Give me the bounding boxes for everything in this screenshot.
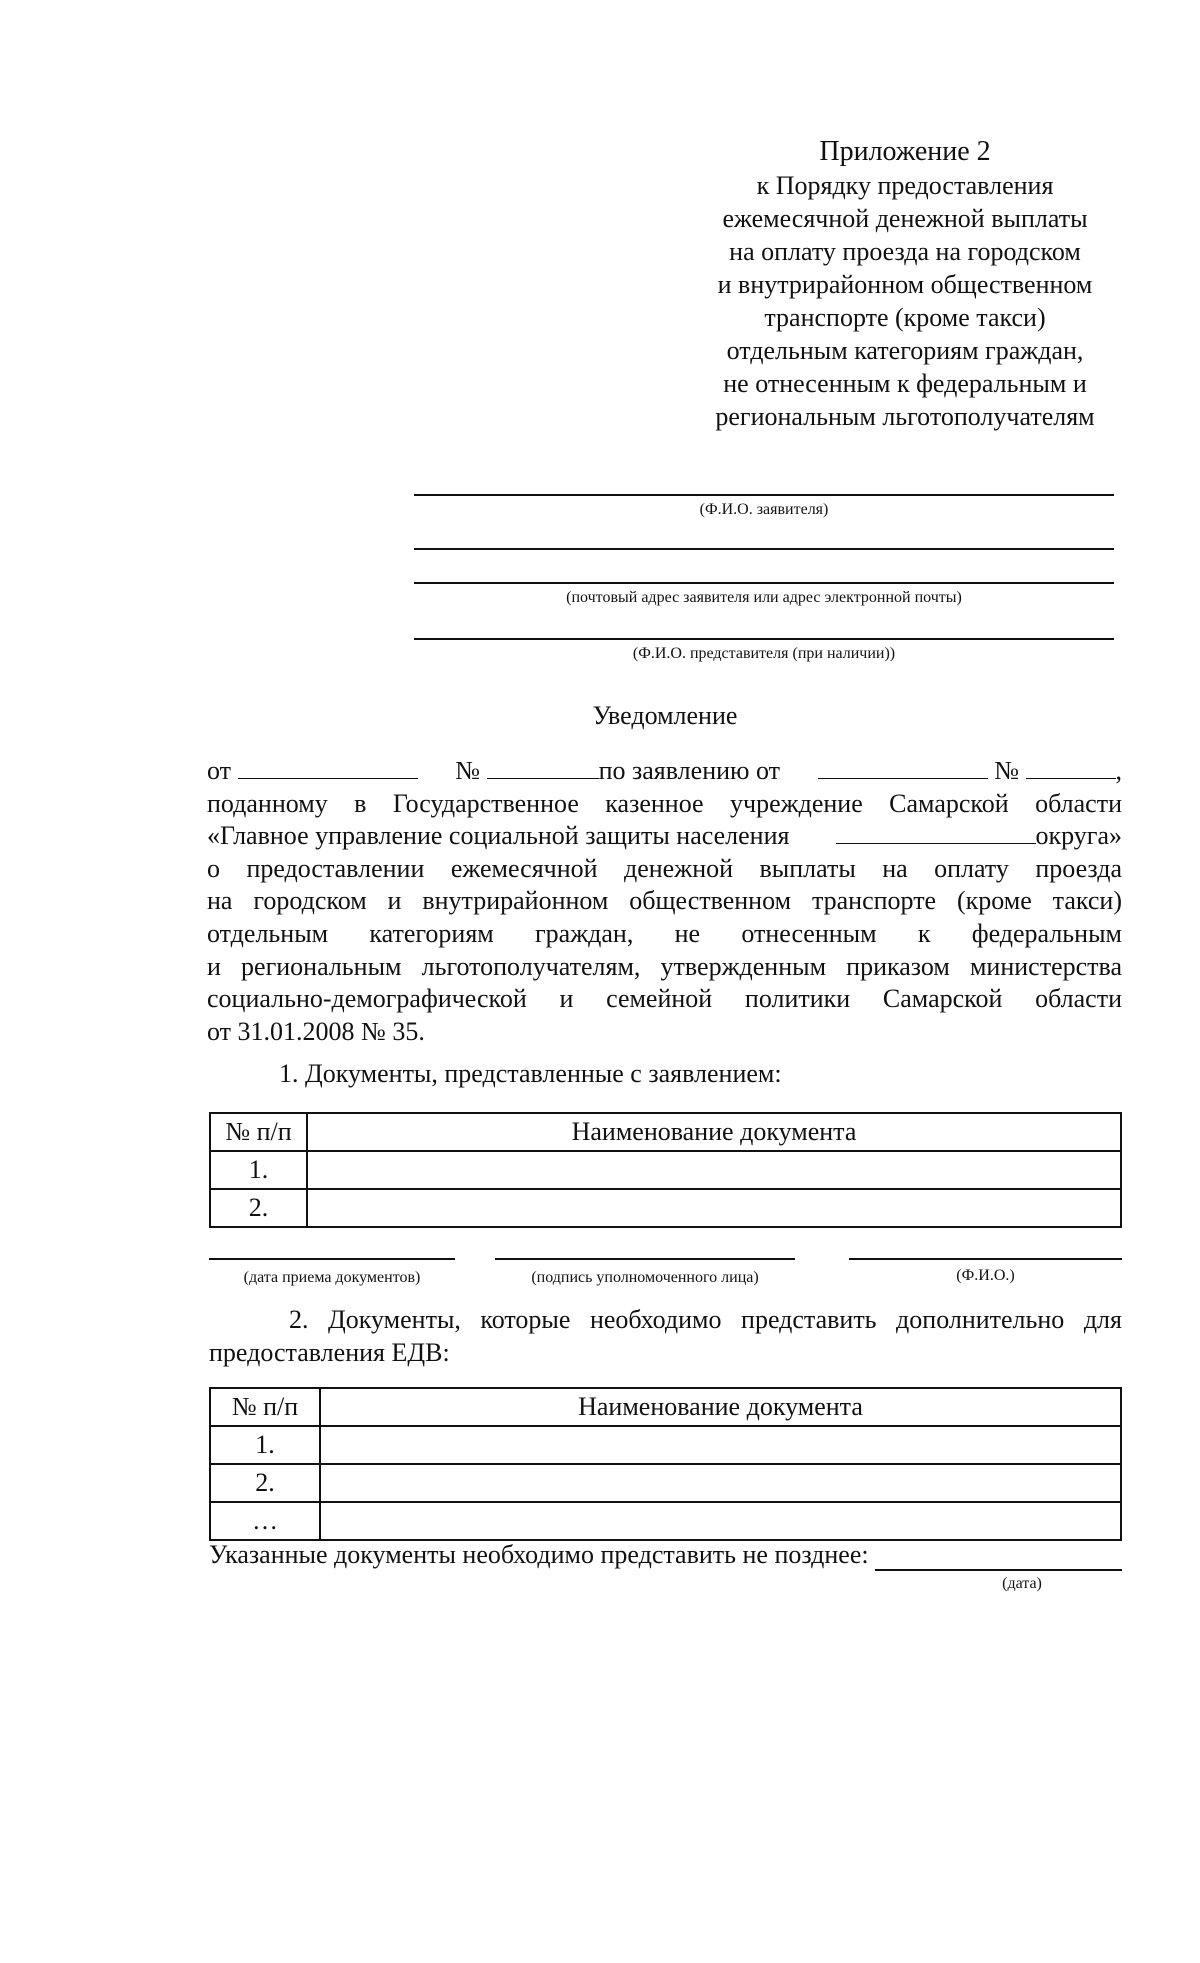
applicant-fio-block: [414, 494, 1114, 520]
document-name-cell[interactable]: [320, 1502, 1121, 1540]
row-number: …: [210, 1502, 320, 1540]
document-name-cell[interactable]: [307, 1189, 1121, 1227]
table-row: [210, 1426, 1121, 1464]
notice-line-8: социально-демографической и семейной политики Самарской области: [207, 984, 1122, 1014]
table-header-row: [210, 1388, 1121, 1426]
notice-line-5: на городском и внутрирайонном общественном транспорте (кроме такси): [207, 886, 1122, 916]
column-header: № п/п: [210, 1388, 320, 1426]
representative-caption: (Ф.И.О. представителя (при наличии)): [632, 645, 896, 662]
signature-caption: (подпись уполномоченного лица): [531, 1269, 759, 1286]
document-name-cell[interactable]: [307, 1151, 1121, 1189]
date-received-field[interactable]: [209, 1258, 455, 1260]
header-line: ежемесячной денежной выплаты: [722, 204, 1088, 233]
header-line: к Порядку предоставления: [756, 171, 1054, 200]
representative-fio-field[interactable]: [414, 638, 1114, 640]
notice-line-3-end: округа»: [1035, 821, 1122, 851]
document-name-cell[interactable]: [320, 1464, 1121, 1502]
notice-line-3-start: «Главное управление социальной защиты населения: [207, 821, 790, 851]
applicant-address-caption: (почтовый адрес заявителя или адрес электронной почты): [566, 589, 962, 606]
applicant-address-block: [414, 582, 1114, 608]
row-number: 2.: [210, 1189, 307, 1227]
row-number: 1.: [210, 1151, 307, 1189]
representative-block: [414, 638, 1114, 664]
number-label-2: №: [994, 756, 1019, 785]
applicant-fio-field[interactable]: [414, 494, 1114, 496]
section1-table: [209, 1112, 1122, 1228]
table-row: [210, 1502, 1121, 1540]
applicant-fio-caption: (Ф.И.О. заявителя): [699, 501, 829, 518]
deadline-date-caption: (дата): [1002, 1575, 1042, 1592]
official-fio-field[interactable]: [849, 1258, 1122, 1260]
notice-line-6: отдельным категориям граждан, не отнесенным к федеральным: [207, 918, 1122, 948]
notice-title: Уведомление: [592, 701, 738, 730]
section2-table: [209, 1387, 1122, 1541]
row-number: 2.: [210, 1464, 320, 1502]
header-line: региональным льготополучателям: [715, 402, 1095, 431]
header-line: транспорте (кроме такси): [764, 303, 1046, 332]
section2-heading-line-1: 2. Документы, которые необходимо представить дополнительно для: [289, 1305, 1122, 1334]
column-header: Наименование документа: [307, 1113, 1121, 1151]
district-field[interactable]: [836, 821, 1036, 844]
notice-line-1: [207, 755, 1122, 788]
row-number: 1.: [210, 1426, 320, 1464]
header-line: не отнесенным к федеральным и: [723, 369, 1087, 398]
header-line: отдельным категориям граждан,: [726, 336, 1084, 365]
table-row: [210, 1464, 1121, 1502]
deadline-line: [209, 1538, 1122, 1571]
number-label: №: [455, 756, 481, 785]
comma: ,: [1115, 756, 1122, 785]
column-header: № п/п: [210, 1113, 307, 1151]
appendix-title: Приложение 2: [819, 136, 991, 167]
table-header-row: [210, 1113, 1121, 1151]
from-label: от: [207, 756, 232, 785]
official-fio-block: [849, 1258, 1122, 1286]
applicant-address-line-1[interactable]: [414, 548, 1114, 550]
date-received-caption: (дата приема документов): [243, 1269, 421, 1286]
notice-number-field[interactable]: [487, 756, 599, 779]
application-date-field[interactable]: [818, 756, 988, 779]
header-line: на оплату проезда на городском: [729, 237, 1081, 266]
notice-line-3: [207, 820, 1122, 853]
appendix-header: [690, 135, 1120, 433]
official-fio-caption: (Ф.И.О.): [956, 1267, 1015, 1284]
by-application-label: по заявлению от: [598, 756, 780, 785]
section2-heading-line-2: предоставления ЕДВ:: [209, 1338, 450, 1367]
table-row: [210, 1151, 1121, 1189]
notice-line-9: от 31.01.2008 № 35.: [207, 1016, 425, 1046]
signature-field[interactable]: [495, 1258, 795, 1260]
header-line: и внутрирайонном общественном: [717, 270, 1093, 299]
notice-line-2: поданному в Государственное казенное учреждение Самарской области: [207, 788, 1122, 818]
notice-line-7: и региональным льготополучателям, утвержденным приказом министерства: [207, 951, 1122, 981]
notice-date-field[interactable]: [238, 756, 418, 779]
notice-paragraph: [207, 755, 1122, 1048]
table-row: [210, 1189, 1121, 1227]
column-header: Наименование документа: [320, 1388, 1121, 1426]
deadline-date-field[interactable]: [875, 1543, 1122, 1571]
section2-heading: [209, 1303, 1122, 1369]
application-number-field[interactable]: [1026, 756, 1116, 779]
date-received-block: [209, 1258, 455, 1288]
notice-line-4: о предоставлении ежемесячной денежной выплаты на оплату проезда: [207, 853, 1122, 883]
section1-heading: 1. Документы, представленные с заявлением:: [279, 1059, 782, 1088]
applicant-address-field[interactable]: [414, 582, 1114, 584]
signature-block: [495, 1258, 795, 1288]
document-name-cell[interactable]: [320, 1426, 1121, 1464]
deadline-text: Указанные документы необходимо представить не позднее:: [209, 1540, 869, 1569]
